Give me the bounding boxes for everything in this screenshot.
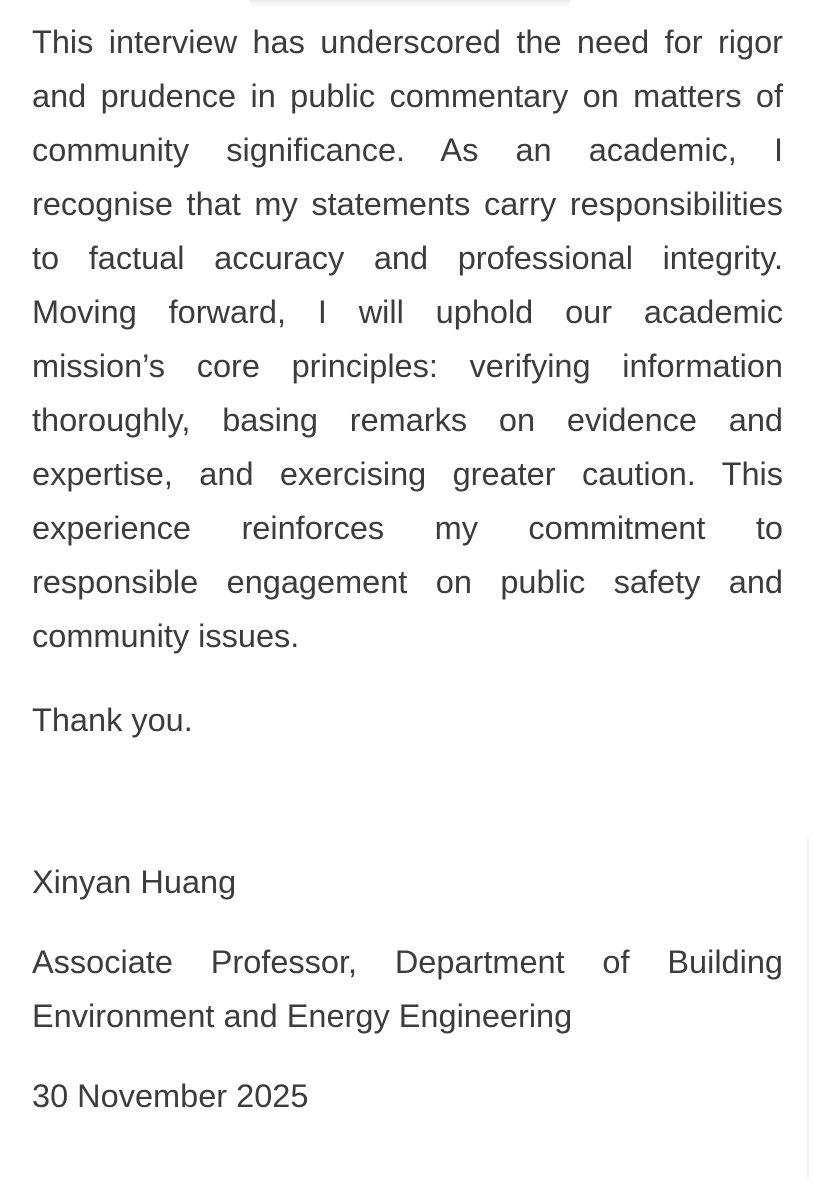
top-edge-shadow bbox=[250, 0, 570, 8]
scrollbar-track bbox=[807, 838, 809, 1178]
letter-body-paragraph: This interview has underscored the need for rigor and prudence in public commentary on matters of community significance. As an academic, I recognise that my statements carry responsibilities to factual accuracy and professional integrity. Moving forward, I will uphold our academic mission’s core principles: verifying information thoroughly, basing remarks on evidence and expertise, and exercising greater caution. This experience reinforces my commitment to responsible engagement on public safety and community issues. bbox=[32, 24, 783, 654]
signatory-name: Xinyan Huang bbox=[32, 864, 237, 900]
letter-date: 30 November 2025 bbox=[32, 1078, 309, 1114]
closing-line: Thank you. bbox=[32, 702, 193, 738]
letter-content bbox=[32, 15, 783, 1123]
signatory-title: Associate Professor, Department of Building Environment and Energy Engineering bbox=[32, 944, 783, 1034]
